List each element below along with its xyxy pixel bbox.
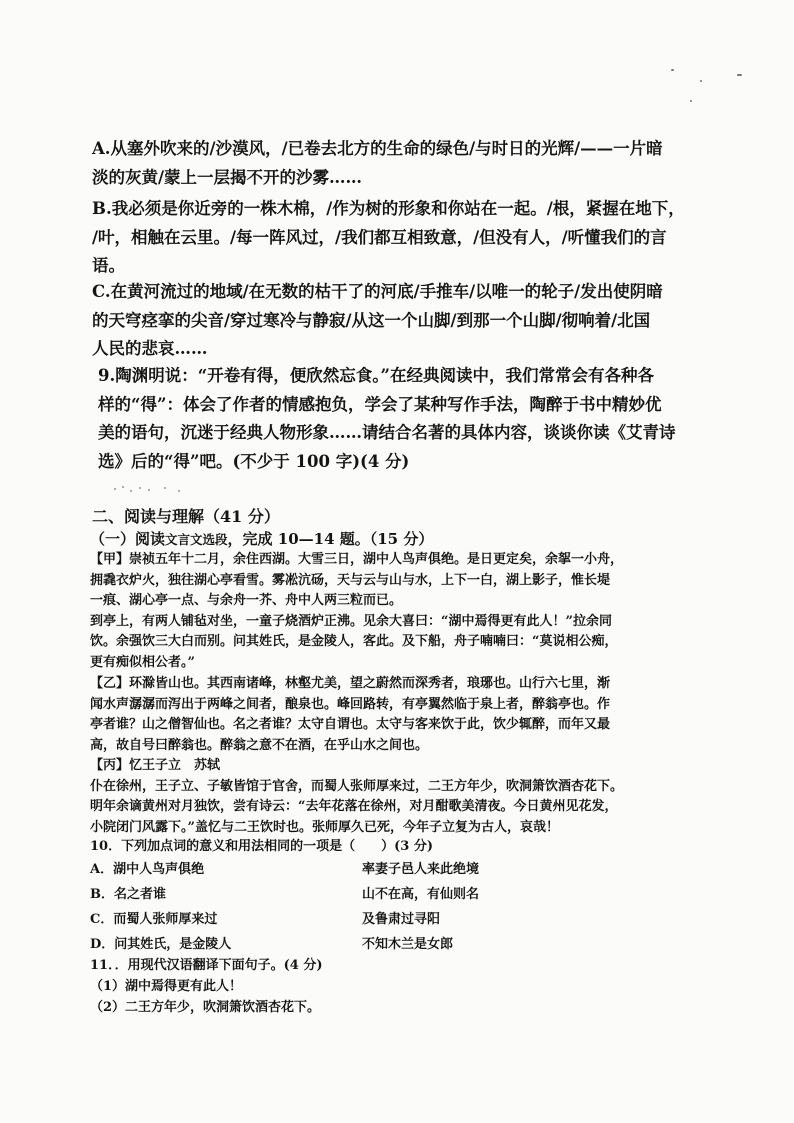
q10-option-b-left: B．名之者谁: [90, 887, 166, 902]
text-line: 小院闭门风露下。”盖忆与二王饮时也。张师厚久已死，今年子立复为古人，哀哉！: [90, 819, 559, 835]
q10-option-c-left: C．而蜀人张师厚来过: [90, 912, 218, 927]
text-line: 饮。余强饮三大白而别。问其姓氏，是金陵人，客此。及下船，舟子喃喃曰：“莫说相公痴，: [90, 634, 618, 649]
q8-option-a: [92, 135, 663, 192]
text-line: 【甲】崇祯五年十二月，余住西湖。大雪三日，湖中人鸟声俱绝。是日更定矣，余挐一小舟，: [90, 552, 624, 567]
text-line: C.在黄河流过的地域/在无数的枯干了的河底/手推车/以唯一的轮子/发出使阴暗: [92, 282, 663, 301]
q8-option-b: [92, 195, 685, 281]
text-line: 亭者谁？山之僧智仙也。名之者谁？太守自谓也。太守与客来饮于此，饮少辄醉，而年又最: [90, 717, 611, 732]
text-line: 到亭上，有两人铺毡对坐，一童子烧酒炉正沸。见余大喜曰：“湖中焉得更有此人！”拉余同: [90, 613, 612, 629]
reading-type: 文言文选段: [165, 532, 228, 547]
section-title: 二、阅读与理解（41 分）: [92, 507, 280, 526]
text-line: 拥毳衣炉火，独往湖心亭看雪。雾凇沆砀，天与云与山与水，上下一白，湖上影子，惟长堤: [90, 572, 611, 588]
q11-item-1: （1）湖中焉得更有此人！: [90, 979, 243, 994]
text-line: 【乙】环滁皆山也。其西南诸峰，林壑尤美，望之蔚然而深秀者，琅琊也。山行六七里，渐: [90, 676, 611, 691]
scan-noise: [112, 485, 192, 495]
q10-option-a-right: 率妻子邑人来此绝境: [362, 862, 480, 877]
passage-jia: [90, 550, 623, 673]
text-line: 【丙】忆王子立 苏轼: [90, 758, 221, 773]
text-line: 人民的悲哀……: [92, 339, 208, 358]
q10-stem: 10．下列加点词的意义和用法相同的一项是（ ）(3 分): [90, 839, 433, 854]
scan-speck: [690, 100, 692, 102]
text-line: 的天穹痉挛的尖音/穿过寒冷与静寂/从这一个山脚/到那一个山脚/彻响着/北国: [92, 310, 651, 330]
text-line: 选》后的“得”吧。(不少于 100 字)(4 分): [98, 451, 410, 471]
text-line: 高，故自号曰醉翁也。醉翁之意不在酒，在乎山水之间也。: [90, 737, 429, 753]
text-line: 一痕、湖心亭一点、与余舟一芥、舟中人两三粒而已。: [90, 593, 403, 608]
text-line: 9.陶渊明说：“开卷有得，便欣然忘食。”在经典阅读中，我们常常会有各种各: [98, 366, 654, 385]
passage-yi: [90, 674, 610, 756]
text-line: 明年余谪黄州对月独饮，尝有诗云：“去年花落在徐州，对月酣歌美清夜。今日黄州见花发，: [90, 799, 618, 814]
q11-item-2: （2）二王方年少，吹洞箫饮酒杏花下。: [90, 1000, 321, 1015]
text-line: /叶，相触在云里。/每一阵风过，/我们都互相致意，/但没有人，/听懂我们的言: [92, 227, 667, 247]
scan-speck: [671, 69, 674, 71]
q10-option-b-right: 山不在高，有仙则名: [362, 887, 480, 902]
q11-stem: 11．．用现代汉语翻译下面句子。(4 分): [90, 958, 323, 973]
text-line: 淡的灰黄/蒙上一层揭不开的沙雾……: [92, 167, 363, 187]
text-line: A.从塞外吹来的/沙漠风，/已卷去北方的生命的绿色/与时日的光辉/——一片暗: [92, 139, 663, 158]
reading-tail: ，完成 10—14 题。（15 分）: [227, 530, 434, 548]
reading-lead: （一）阅读: [90, 530, 166, 548]
passage-bing: [90, 756, 623, 838]
text-line: 样的“得”：体会了作者的情感抱负，学会了某种写作手法，陶醉于书中精妙优: [98, 394, 662, 414]
text-line: 更有痴似相公者。”: [90, 654, 195, 670]
text-line: 仆在徐州，王子立、子敏皆馆于官舍，而蜀人张师厚来过，二王方年少，吹洞箫饮酒杏花下。: [90, 778, 624, 794]
scan-speck: [737, 74, 742, 76]
reading-heading: [90, 528, 433, 549]
q10-option-c-right: 及鲁肃过寻阳: [362, 912, 441, 927]
text-line: B.我必须是你近旁的一株木棉，/作为树的形象和你站在一起。/根，紧握在地下，: [92, 199, 685, 218]
q10-option-d-left: D．问其姓氏，是金陵人: [90, 937, 232, 952]
q10-option-d-right: 不知木兰是女郎: [362, 937, 454, 952]
scan-speck: [700, 80, 702, 82]
text-line: 美的语句，沉迷于经典人物形象……请结合名著的具体内容，谈谈你读《艾青诗: [98, 423, 676, 442]
text-line: 闻水声潺潺而泻出于两峰之间者，酿泉也。峰回路转，有亭翼然临于泉上者，醉翁亭也。作: [90, 696, 611, 712]
q10-option-a-left: A．湖中人鸟声俱绝: [90, 862, 205, 877]
text-line: 语。: [92, 256, 125, 275]
q8-option-c: [92, 278, 663, 364]
q9-block: [98, 362, 676, 476]
